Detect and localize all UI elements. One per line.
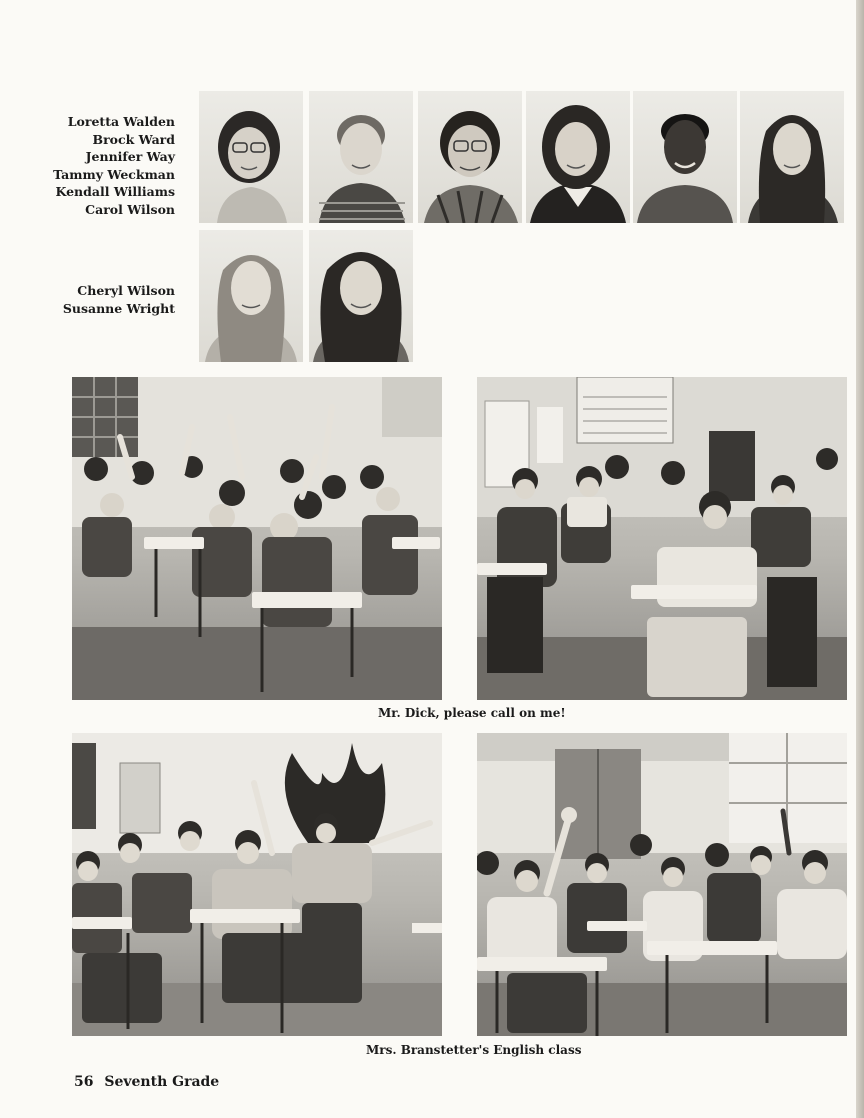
section-title: Seventh Grade <box>104 1074 220 1090</box>
student-portrait <box>199 91 303 223</box>
student-portrait <box>199 230 303 362</box>
student-name: Carol Wilson <box>85 201 175 217</box>
page-footer <box>74 1074 219 1090</box>
classroom-photo <box>72 733 442 1036</box>
student-portrait <box>309 230 413 362</box>
student-name: Jennifer Way <box>85 149 175 165</box>
student-name: Loretta Walden <box>67 114 175 129</box>
page-number: 56 <box>74 1074 94 1090</box>
classroom-photo <box>477 377 847 700</box>
row2-name-list <box>63 282 175 317</box>
student-portrait <box>526 91 630 223</box>
photo-caption: Mr. Dick, please call on me! <box>378 706 566 720</box>
classroom-photo <box>477 733 847 1036</box>
page-edge <box>856 0 864 1118</box>
student-name: Brock Ward <box>92 131 175 147</box>
student-name: Cheryl Wilson <box>77 283 175 298</box>
student-portrait <box>309 91 413 223</box>
student-name: Susanne Wright <box>62 300 175 316</box>
row1-name-list <box>53 113 175 219</box>
student-portrait <box>633 91 737 223</box>
student-name: Kendall Williams <box>55 184 175 200</box>
student-portrait <box>418 91 522 223</box>
student-name: Tammy Weckman <box>53 166 175 182</box>
student-portrait <box>740 91 844 223</box>
photo-caption: Mrs. Branstetter's English class <box>366 1043 582 1057</box>
classroom-photo <box>72 377 442 700</box>
